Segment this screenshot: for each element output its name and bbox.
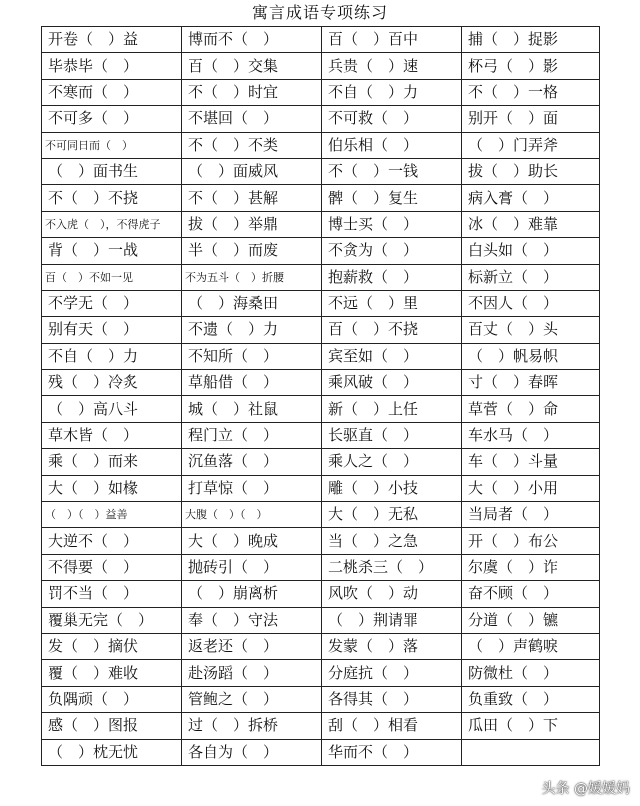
table-row [42,370,600,396]
idiom-cell: 负隅顽（ ） [42,686,182,712]
idiom-cell: 程门立（ ） [182,422,322,448]
idiom-grid-body [42,27,600,766]
idiom-cell: （ ）面书生 [42,158,182,184]
idiom-cell: 不寒而（ ） [42,79,182,105]
idiom-cell: 二桃杀三（ ） [322,554,462,580]
idiom-cell: 新（ ）上任 [322,396,462,422]
idiom-cell: 覆（ ）难收 [42,660,182,686]
idiom-cell: 宾至如（ ） [322,343,462,369]
idiom-cell: 草船借（ ） [182,370,322,396]
idiom-cell: 大（ ）小用 [462,475,600,501]
idiom-cell: 瓜田（ ）下 [462,713,600,739]
idiom-cell: 不因人（ ） [462,290,600,316]
idiom-cell: 各自为（ ） [182,739,322,765]
idiom-cell: 负重致（ ） [462,686,600,712]
idiom-cell: 不入虎（ ），不得虎子 [42,211,182,237]
table-row [42,27,600,53]
idiom-cell: 杯弓（ ）影 [462,53,600,79]
idiom-cell: 乘人之（ ） [322,449,462,475]
idiom-cell: 别开（ ）面 [462,106,600,132]
idiom-cell: 大（ ）如椽 [42,475,182,501]
idiom-cell: （ ）声鹤唳 [462,633,600,659]
idiom-cell: （ ）（ ）益善 [42,502,182,528]
idiom-cell: 各得其（ ） [322,686,462,712]
idiom-cell: 残（ ）冷炙 [42,370,182,396]
idiom-cell: 大腹（ ）（ ） [182,502,322,528]
idiom-cell: 不学无（ ） [42,290,182,316]
idiom-cell: 不堪回（ ） [182,106,322,132]
table-row [42,264,600,290]
idiom-cell [462,739,600,765]
idiom-cell: 华而不（ ） [322,739,462,765]
idiom-cell: 不可多（ ） [42,106,182,132]
table-row [42,581,600,607]
idiom-cell: 不可救（ ） [322,106,462,132]
watermark: 头条 @媛媛妈 [541,781,630,797]
table-row [42,238,600,264]
idiom-cell: 发蒙（ ）落 [322,633,462,659]
idiom-cell: （ ）荆请罪 [322,607,462,633]
idiom-cell: 雕（ ）小技 [322,475,462,501]
idiom-cell: 分道（ ）镳 [462,607,600,633]
idiom-cell: 过（ ）拆桥 [182,713,322,739]
idiom-cell: 不自（ ）力 [42,343,182,369]
idiom-cell: 抱薪救（ ） [322,264,462,290]
worksheet-title: 寓言成语专项练习 [251,3,388,22]
idiom-cell: （ ）门弄斧 [462,132,600,158]
idiom-cell: 不自（ ）力 [322,79,462,105]
idiom-cell: 寸（ ）春晖 [462,370,600,396]
table-row [42,317,600,343]
idiom-cell: 不远（ ）里 [322,290,462,316]
idiom-cell: 车（ ）斗量 [462,449,600,475]
idiom-cell: 不（ ）一格 [462,79,600,105]
idiom-cell: 兵贵（ ）速 [322,53,462,79]
table-row [42,396,600,422]
idiom-cell: 罚不当（ ） [42,581,182,607]
table-row [42,686,600,712]
idiom-cell: 管鲍之（ ） [182,686,322,712]
table-row [42,607,600,633]
idiom-cell: 不（ ）不挠 [42,185,182,211]
idiom-cell: 百（ ）不如一见 [42,264,182,290]
idiom-cell: 不（ ）甚解 [182,185,322,211]
table-row [42,660,600,686]
idiom-cell: 百（ ）不挠 [322,317,462,343]
idiom-cell: 不遗（ ）力 [182,317,322,343]
idiom-cell: 博而不（ ） [182,27,322,53]
idiom-cell: 百丈（ ）头 [462,317,600,343]
idiom-cell: 半（ ）而废 [182,238,322,264]
idiom-cell: 风吹（ ）动 [322,581,462,607]
idiom-cell: 感（ ）图报 [42,713,182,739]
idiom-cell: （ ）高八斗 [42,396,182,422]
table-row [42,502,600,528]
idiom-cell: 长驱直（ ） [322,422,462,448]
idiom-cell: 不得要（ ） [42,554,182,580]
idiom-cell: 刮（ ）相看 [322,713,462,739]
table-row [42,475,600,501]
idiom-cell: （ ）枕无忧 [42,739,182,765]
idiom-cell: 车水马（ ） [462,422,600,448]
idiom-cell: （ ）崩离析 [182,581,322,607]
idiom-cell: 博士买（ ） [322,211,462,237]
idiom-cell: 不（ ）时宜 [182,79,322,105]
idiom-cell: 别有天（ ） [42,317,182,343]
idiom-cell: 不（ ）不类 [182,132,322,158]
idiom-cell: 抛砖引（ ） [182,554,322,580]
idiom-cell: 背（ ）一战 [42,238,182,264]
idiom-cell: 城（ ）社鼠 [182,396,322,422]
idiom-cell: 草菅（ ）命 [462,396,600,422]
idiom-cell: 毕恭毕（ ） [42,53,182,79]
idiom-cell: 不贪为（ ） [322,238,462,264]
idiom-cell: 开卷（ ）益 [42,27,182,53]
table-row [42,53,600,79]
table-row [42,528,600,554]
table-row [42,185,600,211]
table-row [42,211,600,237]
idiom-cell: 百（ ）交集 [182,53,322,79]
idiom-cell: 髀（ ）复生 [322,185,462,211]
idiom-cell: （ ）帆易帜 [462,343,600,369]
table-row [42,739,600,765]
idiom-cell: 赴汤蹈（ ） [182,660,322,686]
idiom-cell: （ ）海桑田 [182,290,322,316]
idiom-cell: 打草惊（ ） [182,475,322,501]
idiom-cell: 大（ ）无私 [322,502,462,528]
idiom-cell: 大逆不（ ） [42,528,182,554]
table-row [42,158,600,184]
idiom-cell: 尔虞（ ）诈 [462,554,600,580]
idiom-cell: 百（ ）百中 [322,27,462,53]
idiom-cell: 当局者（ ） [462,502,600,528]
idiom-cell: 覆巢无完（ ） [42,607,182,633]
idiom-cell: 防微杜（ ） [462,660,600,686]
idiom-cell: 返老还（ ） [182,633,322,659]
idiom-cell: 不知所（ ） [182,343,322,369]
idiom-cell: 白头如（ ） [462,238,600,264]
idiom-cell: 冰（ ）难靠 [462,211,600,237]
table-row [42,79,600,105]
idiom-cell: 不（ ）一钱 [322,158,462,184]
idiom-cell: 沉鱼落（ ） [182,449,322,475]
idiom-cell: 伯乐相（ ） [322,132,462,158]
table-row [42,290,600,316]
table-row [42,713,600,739]
table-row [42,106,600,132]
idiom-cell: 大（ ）晚成 [182,528,322,554]
idiom-cell: （ ）面威风 [182,158,322,184]
table-row [42,554,600,580]
table-row [42,132,600,158]
idiom-cell: 乘（ ）而来 [42,449,182,475]
idiom-cell: 开（ ）布公 [462,528,600,554]
idiom-cell: 捕（ ）捉影 [462,27,600,53]
idiom-cell: 当（ ）之急 [322,528,462,554]
idiom-cell: 奋不顾（ ） [462,581,600,607]
idiom-cell: 拔（ ）助长 [462,158,600,184]
idiom-cell: 不可同日而（ ） [42,132,182,158]
table-row [42,422,600,448]
idiom-cell: 奉（ ）守法 [182,607,322,633]
table-row [42,633,600,659]
idiom-grid [41,26,600,766]
idiom-cell: 不为五斗（ ）折腰 [182,264,322,290]
table-row [42,449,600,475]
idiom-cell: 病入膏（ ） [462,185,600,211]
idiom-cell: 标新立（ ） [462,264,600,290]
idiom-cell: 乘风破（ ） [322,370,462,396]
idiom-cell: 发（ ）摘伏 [42,633,182,659]
table-row [42,343,600,369]
idiom-cell: 草木皆（ ） [42,422,182,448]
idiom-cell: 分庭抗（ ） [322,660,462,686]
idiom-cell: 拔（ ）举鼎 [182,211,322,237]
